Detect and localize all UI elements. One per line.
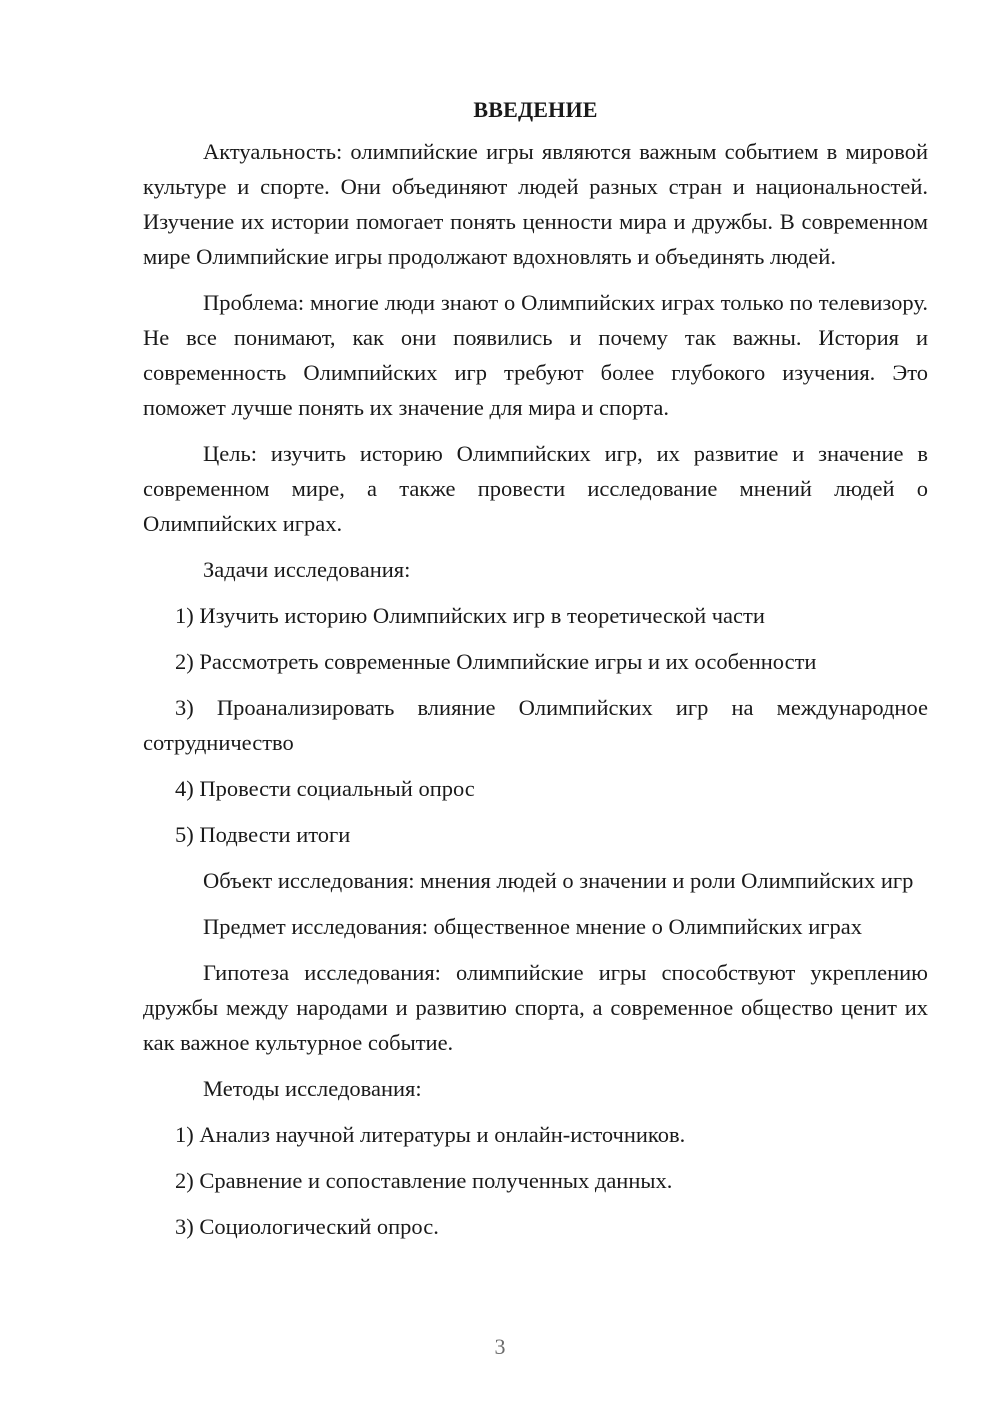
page-number: 3	[494, 1334, 506, 1359]
paragraph-subject: Предмет исследования: общественное мнение о Олимпийских играх	[203, 914, 862, 939]
method-item-1: 1) Анализ научной литературы и онлайн-источников.	[175, 1122, 686, 1147]
method-item-2: 2) Сравнение и сопоставление полученных данных.	[175, 1168, 673, 1193]
task-item-3: 3) Проанализировать влияние Олимпийских игр на международное сотрудничество	[143, 695, 928, 755]
task-item-5: 5) Подвести итоги	[175, 822, 351, 847]
document-title: ВВЕДЕНИЕ	[473, 97, 598, 122]
paragraph-object: Объект исследования: мнения людей о значении и роли Олимпийских игр	[203, 868, 914, 893]
methods-heading: Методы исследования:	[203, 1076, 422, 1101]
paragraph-goal: Цель: изучить историю Олимпийских игр, их развитие и значение в современном мире, а также провести исследование мнений людей о Олимпийских играх.	[143, 441, 928, 536]
tasks-heading: Задачи исследования:	[203, 557, 411, 582]
task-item-4: 4) Провести социальный опрос	[175, 776, 475, 801]
method-item-3: 3) Социологический опрос.	[175, 1214, 439, 1239]
paragraph-problem: Проблема: многие люди знают о Олимпийских играх только по телевизору. Не все понимают, как они появились и почему так важны. История и современность Олимпийских игр требуют более глубокого изучения. Это поможет лучше понять их значение для мира и спорта.	[143, 290, 928, 420]
task-item-1: 1) Изучить историю Олимпийских игр в теоретической части	[175, 603, 765, 628]
task-item-2: 2) Рассмотреть современные Олимпийские игры и их особенности	[175, 649, 817, 674]
paragraph-relevance: Актуальность: олимпийские игры являются важным событием в мировой культуре и спорте. Они объединяют людей разных стран и национальностей. Изучение их истории помогает понять ценности мира и дружбы. В современном мире Олимпийские игры продолжают вдохновлять и объединять людей.	[143, 139, 928, 269]
paragraph-hypothesis: Гипотеза исследования: олимпийские игры способствуют укреплению дружбы между народами и развитию спорта, а современное общество ценит их как важное культурное событие.	[143, 960, 928, 1055]
document-page	[143, 96, 928, 1255]
